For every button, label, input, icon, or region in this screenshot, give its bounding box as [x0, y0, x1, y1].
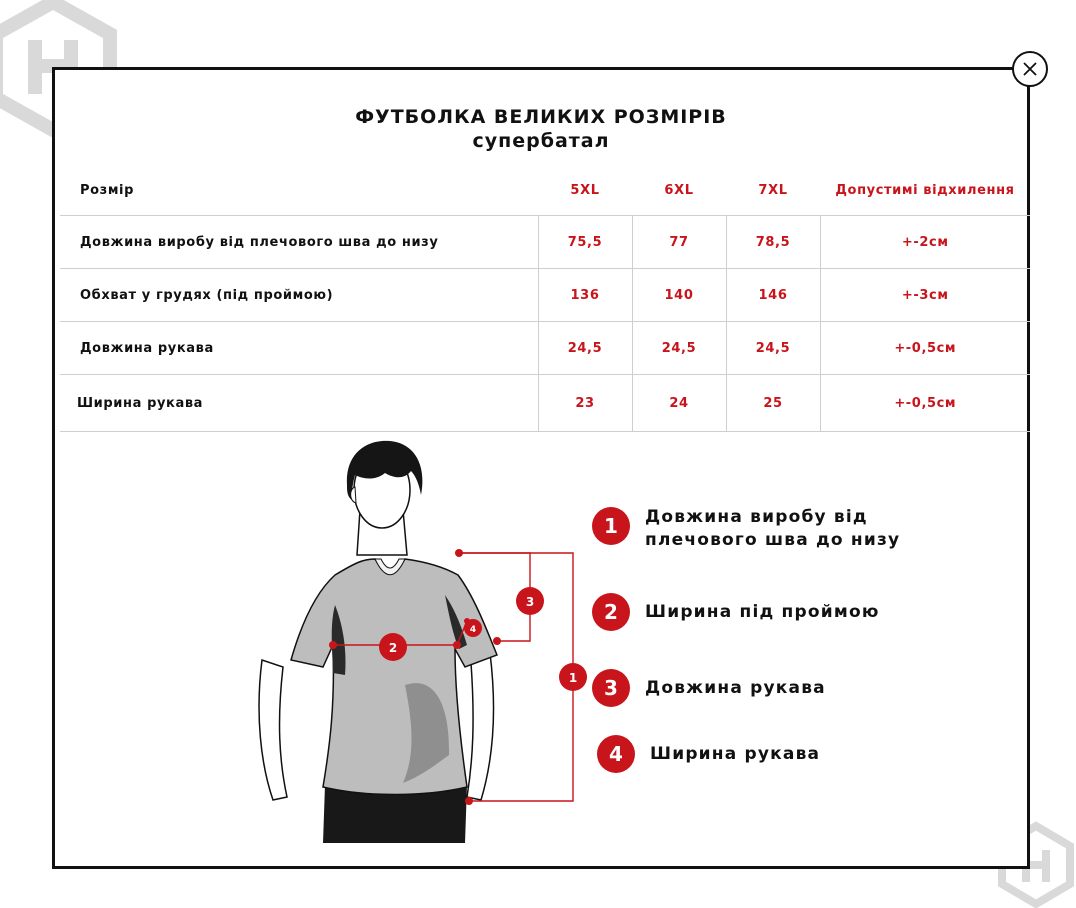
svg-text:4: 4 [469, 625, 477, 635]
header-size-5xl: 5XL [538, 165, 632, 216]
marker-4 [464, 619, 482, 637]
legend-text-3: Довжина рукава [645, 678, 826, 698]
tshirt [291, 559, 497, 795]
cell-tolerance: +-2см [820, 216, 1030, 269]
legend-text-2: Ширина під проймою [645, 602, 880, 622]
header-size-6xl: 6XL [632, 165, 726, 216]
row-label: Довжина виробу від плечового шва до низу [60, 216, 538, 269]
cell-value: 140 [632, 269, 726, 322]
svg-text:2: 2 [388, 641, 398, 655]
marker-3 [516, 587, 544, 615]
header-size-label: Розмір [60, 165, 538, 216]
legend-number-3: 3 [592, 669, 630, 707]
row-label: Довжина рукава [60, 322, 538, 375]
cell-value: 146 [726, 269, 820, 322]
cell-value: 75,5 [538, 216, 632, 269]
modal-subtitle: супербатал [472, 130, 610, 152]
legend-number-2: 2 [592, 593, 630, 631]
cell-value: 136 [538, 269, 632, 322]
cell-value: 24,5 [632, 322, 726, 375]
close-button[interactable] [1012, 51, 1048, 87]
cell-tolerance: +-0,5см [820, 375, 1030, 432]
row-label: Ширина рукава [60, 375, 538, 432]
row-label: Обхват у грудях (під проймою) [60, 269, 538, 322]
cell-value: 24,5 [538, 322, 632, 375]
cell-tolerance: +-0,5см [820, 322, 1030, 375]
cell-value: 77 [632, 216, 726, 269]
modal-title: ФУТБОЛКА ВЕЛИКИХ РОЗМІРІВ [355, 106, 727, 128]
tshirt-model-illustration [235, 435, 578, 845]
table-header-row [60, 165, 1030, 216]
close-icon [1023, 62, 1037, 76]
table-row [60, 322, 1030, 375]
header-size-7xl: 7XL [726, 165, 820, 216]
legend-text-1: Довжина виробу від плечового шва до низу [645, 507, 901, 550]
cell-value: 78,5 [726, 216, 820, 269]
size-table [60, 165, 1030, 432]
marker-2 [379, 633, 407, 661]
cell-value: 24,5 [726, 322, 820, 375]
table-row [60, 269, 1030, 322]
size-chart-modal [52, 67, 1030, 869]
legend-text-4: Ширина рукава [650, 744, 821, 764]
cell-value: 25 [726, 375, 820, 432]
header-tolerance: Допустимі відхилення [820, 165, 1030, 216]
cell-tolerance: +-3см [820, 269, 1030, 322]
marker-1 [559, 663, 587, 691]
legend-number-1: 1 [592, 507, 630, 545]
table-row [60, 216, 1030, 269]
table-row [60, 375, 1030, 432]
legend-number-4: 4 [597, 735, 635, 773]
cell-value: 23 [538, 375, 632, 432]
svg-text:1: 1 [568, 671, 578, 685]
svg-text:3: 3 [525, 595, 535, 609]
cell-value: 24 [632, 375, 726, 432]
